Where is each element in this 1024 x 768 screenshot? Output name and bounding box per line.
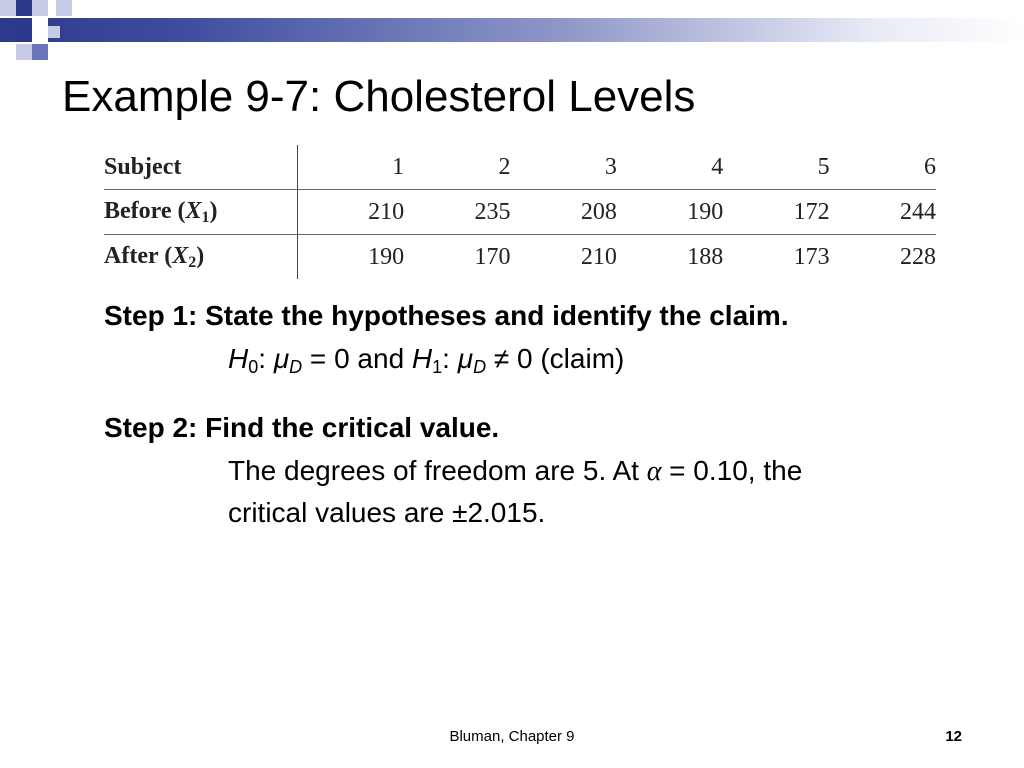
subject-cell: 5 (723, 145, 829, 190)
after-label (104, 235, 297, 280)
decor-square (48, 26, 60, 38)
h0-sub: 0 (248, 357, 259, 377)
subject-cell: 3 (510, 145, 616, 190)
decor-square (16, 44, 32, 60)
header-band (0, 18, 1024, 42)
before-label-word: Before ( (104, 197, 186, 224)
mu-symbol: μ (457, 343, 474, 374)
after-cell: 173 (793, 243, 830, 270)
alpha-symbol: α (646, 456, 662, 487)
before-label-close: ) (209, 197, 218, 224)
before-label-sub: 1 (201, 208, 210, 226)
decor-square (32, 0, 48, 16)
after-label-var: X (172, 242, 189, 269)
h0-letter: H (228, 343, 249, 374)
step1-hypotheses (228, 338, 624, 388)
before-cell: 244 (830, 190, 936, 235)
after-cell: 210 (580, 243, 617, 270)
cholesterol-table (104, 145, 936, 279)
page-number: 12 (945, 728, 962, 745)
table-row (104, 190, 936, 235)
null-rest: = 0 and (302, 343, 412, 374)
slide-title: Example 9-7: Cholesterol Levels (62, 72, 696, 121)
subject-cell: 1 (297, 145, 404, 190)
after-cell: 170 (474, 243, 511, 270)
before-label-var: X (185, 197, 202, 224)
before-cell: 190 (617, 190, 723, 235)
decor-square (0, 0, 16, 16)
table-row (104, 145, 936, 190)
d-sub: D (289, 357, 303, 377)
h1-sub: 1 (432, 357, 443, 377)
before-label (104, 190, 297, 235)
step2-heading: Step 2: Find the critical value. (104, 412, 500, 443)
decor-square (16, 18, 32, 42)
before-cell: 235 (404, 190, 510, 235)
subject-cell: 2 (404, 145, 510, 190)
before-cell: 208 (510, 190, 616, 235)
before-cell: 210 (297, 190, 404, 235)
decor-square (32, 44, 48, 60)
h0-colon: : (258, 343, 274, 374)
step1-heading: Step 1: State the hypotheses and identify the claim. (104, 300, 789, 331)
after-label-sub: 2 (188, 253, 197, 271)
before-cell: 172 (723, 190, 829, 235)
d-sub: D (473, 357, 487, 377)
step2-line2: critical values are ±2.015. (228, 497, 546, 528)
after-cell: 228 (900, 243, 936, 270)
alt-rest: ≠ 0 (claim) (486, 343, 625, 374)
step2-line1 (228, 450, 802, 493)
table-row (104, 235, 936, 280)
subject-cell: 6 (830, 145, 936, 190)
step2-line1-b: = 0.10, the (661, 455, 803, 486)
h1-letter: H (411, 343, 433, 374)
mu-symbol: μ (273, 343, 290, 374)
after-cell: 188 (687, 243, 724, 270)
step2-line1-a: The degrees of freedom are 5. At (228, 455, 647, 486)
after-label-close: ) (196, 242, 205, 269)
after-label-word: After ( (104, 242, 173, 269)
decor-square (16, 0, 32, 16)
header-label: Subject (104, 145, 297, 190)
h1-colon: : (442, 343, 458, 374)
decor-square (56, 0, 72, 16)
after-cell: 190 (368, 243, 405, 270)
decor-square (32, 18, 48, 42)
subject-cell: 4 (617, 145, 723, 190)
footer-source: Bluman, Chapter 9 (449, 728, 575, 745)
